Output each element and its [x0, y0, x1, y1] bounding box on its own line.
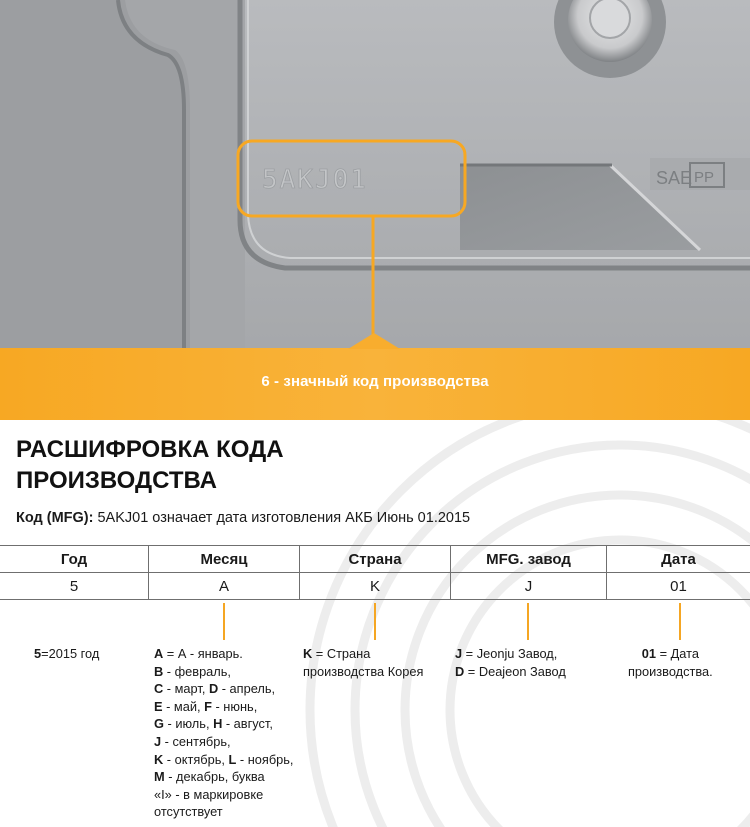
table-header-row [0, 545, 750, 573]
country-description [303, 645, 423, 680]
month-line: M - декабрь, буква [154, 769, 265, 785]
month-line: K - октябрь, L - ноябрь, [154, 751, 294, 767]
value-month: A [218, 577, 229, 595]
country-text: = Страна [312, 646, 371, 661]
plant-connector [527, 603, 529, 640]
embossed-code: 5AKJ01 [262, 165, 368, 195]
year-key: 5 [34, 646, 42, 661]
date-text-line-2: производства. [628, 663, 713, 679]
sae-badge-text: SAE [656, 168, 693, 188]
page-title-line-1: РАСШИФРОВКА КОДА [16, 436, 284, 463]
value-country: K [369, 577, 380, 595]
country-connector [374, 603, 376, 640]
plant-line: J = Jeonju Завод, [455, 646, 558, 661]
date-description [628, 645, 713, 680]
country-text-line-2: производства Корея [303, 663, 424, 679]
header-country: Страна [348, 550, 402, 568]
year-text: =2015 год [41, 646, 100, 661]
date-text: = Дата [656, 646, 699, 661]
country-key: K [303, 646, 313, 661]
value-date: 01 [670, 577, 687, 595]
caption-text: 6 - значный код производства [261, 373, 489, 390]
date-connector [679, 603, 681, 640]
header-plant: MFG. завод [486, 550, 571, 568]
month-line: «I» - в маркировке [154, 786, 264, 802]
month-line: A = А - январь. [154, 646, 243, 661]
month-line: J - сентябрь, [154, 733, 231, 749]
value-plant: J [524, 577, 533, 595]
month-line: G - июль, H - август, [154, 716, 273, 732]
table-value-row [0, 573, 750, 600]
month-connector [223, 603, 225, 640]
battery-cover-illustration [0, 0, 750, 348]
plant-line: D = Deajeon Завод [455, 663, 566, 679]
battery-photo [0, 0, 750, 348]
page-title [16, 434, 436, 496]
caption-band-pointer [348, 333, 400, 349]
mfg-text: 5AKJ01 означает дата изготовления АКБ Июнь 01.2015 [93, 510, 471, 526]
date-key: 01 [641, 646, 657, 661]
pp-mark-text: PP [694, 169, 715, 186]
header-year: Год [60, 550, 88, 568]
header-date: Дата [661, 550, 696, 568]
page-title-line-2: ПРОИЗВОДСТВА [16, 467, 217, 494]
month-line: отсутствует [154, 804, 223, 820]
plant-description [455, 645, 566, 680]
mfg-label: Код (MFG): [16, 510, 94, 526]
header-month: Месяц [200, 550, 248, 568]
month-line: B - февраль, [154, 663, 231, 679]
value-year: 5 [69, 577, 79, 595]
month-line: C - март, D - апрель, [154, 681, 276, 697]
year-description [34, 645, 99, 663]
month-description [154, 645, 293, 821]
month-line: E - май, F - нюнь, [154, 698, 258, 714]
mfg-summary [16, 510, 470, 526]
